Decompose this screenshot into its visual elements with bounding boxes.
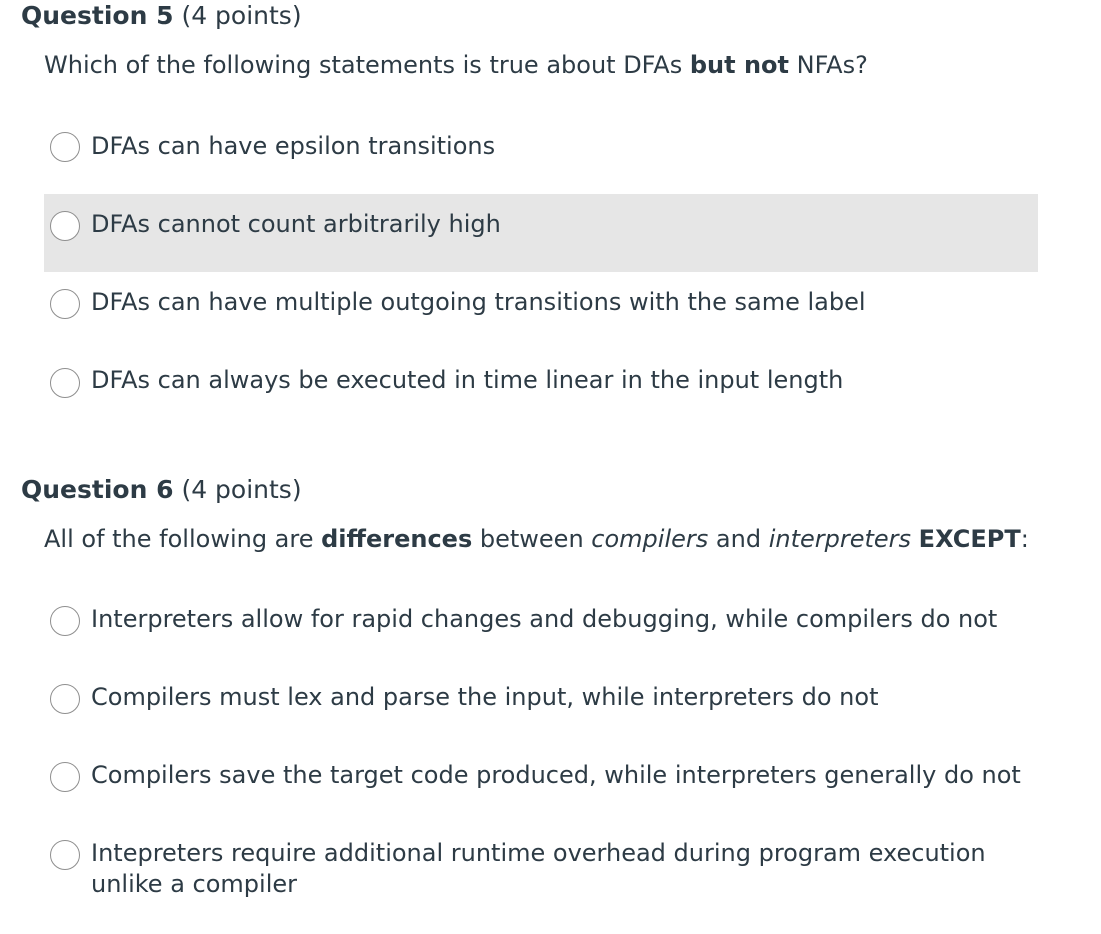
question-title: Question 6 — [21, 475, 174, 504]
prompt-text: Which of the following statements is true about DFAs — [44, 51, 690, 79]
radio-button[interactable] — [50, 211, 80, 241]
radio-button[interactable] — [50, 762, 80, 792]
answer-option[interactable] — [44, 738, 1038, 816]
answer-label[interactable]: Interpreters allow for rapid changes and debugging, while compilers do not — [91, 605, 998, 633]
answer-option[interactable] — [44, 194, 1038, 272]
prompt-text: between — [472, 525, 592, 553]
answer-label[interactable]: Compilers must lex and parse the input, while interpreters do not — [91, 683, 879, 711]
prompt-text: All of the following are — [44, 525, 322, 553]
question-points: (4 points) — [181, 475, 302, 504]
answer-option[interactable] — [44, 660, 1038, 738]
prompt-text: NFAs? — [788, 51, 868, 79]
answer-label[interactable]: DFAs cannot count arbitrarily high — [91, 210, 501, 238]
prompt-emphasis: EXCEPT — [918, 525, 1021, 553]
answer-label[interactable]: DFAs can have epsilon transitions — [91, 132, 496, 160]
prompt-text: and — [708, 525, 769, 553]
radio-button[interactable] — [50, 606, 80, 636]
radio-button[interactable] — [50, 289, 80, 319]
answer-option[interactable] — [44, 350, 1038, 428]
answer-label[interactable]: Compilers save the target code produced, while interpreters generally do not — [91, 761, 1021, 789]
prompt-emphasis: differences — [321, 525, 473, 553]
question-title: Question 5 — [21, 1, 174, 30]
radio-button[interactable] — [50, 132, 80, 162]
answer-label[interactable]: Intepreters require additional runtime overhead during program execution unlike a compiler — [91, 839, 986, 898]
prompt-italic: compilers — [591, 525, 709, 553]
answer-label[interactable]: DFAs can always be executed in time linear in the input length — [91, 366, 844, 394]
radio-button[interactable] — [50, 840, 80, 870]
answer-option[interactable] — [44, 582, 1038, 660]
question-header — [21, 0, 302, 32]
radio-button[interactable] — [50, 684, 80, 714]
question-points: (4 points) — [181, 1, 302, 30]
answer-option[interactable] — [44, 108, 1038, 186]
question-header — [21, 474, 302, 506]
prompt-text: : — [1020, 525, 1029, 553]
prompt-text — [911, 525, 919, 553]
question-prompt — [44, 48, 868, 82]
prompt-emphasis: but not — [689, 51, 789, 79]
radio-button[interactable] — [50, 368, 80, 398]
answer-option[interactable] — [44, 272, 1038, 350]
question-prompt — [44, 522, 1029, 556]
answer-label[interactable]: DFAs can have multiple outgoing transitions with the same label — [91, 288, 866, 316]
answer-option[interactable] — [44, 816, 1038, 906]
prompt-italic: interpreters — [768, 525, 912, 553]
